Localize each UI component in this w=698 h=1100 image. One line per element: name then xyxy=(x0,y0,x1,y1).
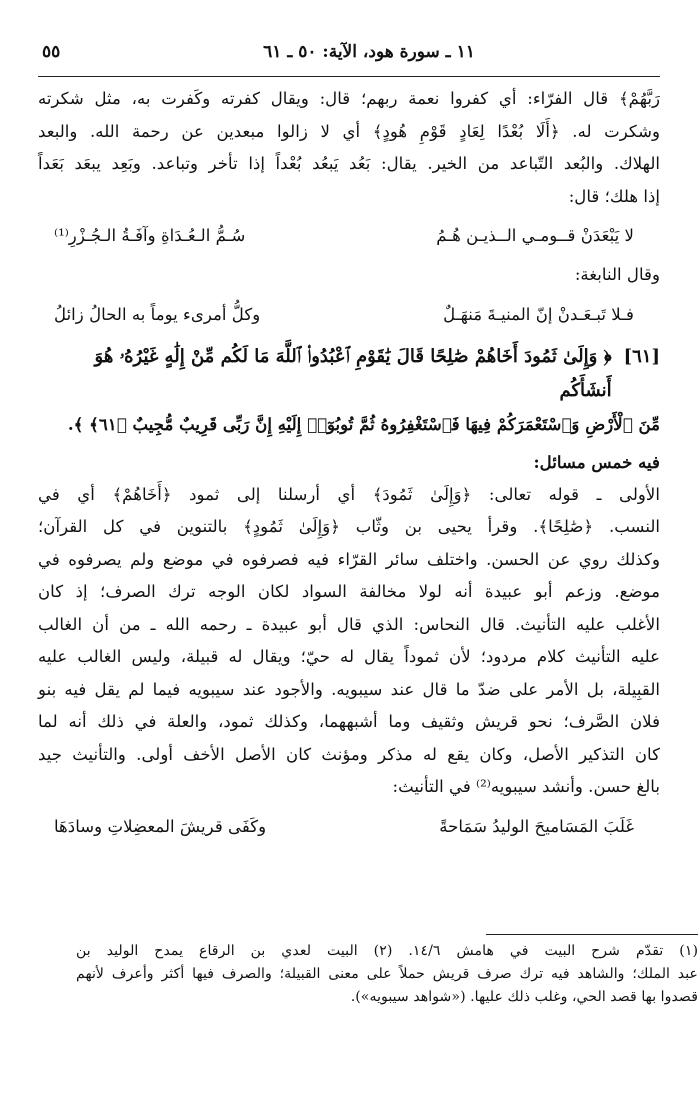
text-line: الأولى ـ قوله تعالى: ﴿وَإِلَىٰ ثَمُودَ﴾ أي أرسلنا إلى ثمود ﴿أَخَاهُمْ﴾ أي في xyxy=(38,484,660,504)
verse-first-hemistich: غَلَبَ المَسَاميحَ الوليدُ سَمَاحةً xyxy=(439,816,634,836)
text-line: إذا هلك؛ قال: xyxy=(568,186,660,206)
section-intro: فيه خمس مسائل: xyxy=(533,452,660,472)
text-line: الهلاك. والبُعد التّباعد من الخير. يقال: بَعُد يَبعُد بُعْداً إذا تأخر وتباعد. وبَعِد يبعَد بَعَداً xyxy=(38,154,660,173)
text-line: وقال النابغة: xyxy=(574,265,660,284)
page-number: ٥٥ xyxy=(42,42,61,62)
text-line: فلان الصَّرف؛ نحو قريش وثقيف وما أشبههما، وكذلك ثمود، والعلة في ذلك أنه لما xyxy=(38,712,660,731)
footnote-line: قصدوا بها قصد الحي، وغلب ذلك عليها. («شواهد سيبويه»). xyxy=(350,989,698,1005)
footnote-line: عبد الملك؛ والشاهد فيه ترك صرف قريش حملاً على معنى القبيلة؛ والصرف فيها أكثر وأعرف لأنهم xyxy=(76,966,698,982)
text-line: بالغ حسن. وأنشد سيبويه⁽²⁾ في التأنيث: xyxy=(392,777,660,796)
quran-verse-block xyxy=(38,340,660,441)
book-page xyxy=(38,42,660,850)
running-header xyxy=(38,42,660,77)
quran-text-line: ﴿ وَإِلَىٰ ثَمُودَ أَخَاهُمْ صَٰلِحًا قَالَ يَٰقَوْمِ ٱعْبُدُوا۟ ٱللَّهَ مَا لَكُم مِّنْ إِلَٰهٍ غَيْرُهُۥ هُوَ أَنشَأَكُم xyxy=(94,345,612,401)
text-line: موضع. وزعم أبو عبيدة أنه لولا مخالفة السواد لكان الوجه ترك الصرف؛ إذ كان xyxy=(38,582,660,601)
poetry-verse-2 xyxy=(38,298,660,332)
footnote-separator xyxy=(486,934,698,935)
verse-number: [٦١] xyxy=(623,345,660,367)
paragraph-1 xyxy=(38,83,660,213)
text-line: رَبَّهُمْ﴾ قال الفرّاء: أي كفروا نعمة ربهم؛ قال: ويقال كفرته وكَفرت به، مثل شكرته xyxy=(38,89,660,108)
verse-second-hemistich: سُـمُّ الـعُـدَاةِ وآفَـةُ الـجُـزْرِ⁽¹⁾ xyxy=(54,226,246,245)
poetry-verse-3 xyxy=(38,810,660,844)
poetry-verse-1 xyxy=(38,219,660,253)
footnote-line: (١) تقدّم شرح البيت في هامش ١٤/٦. (٢) البيت لعدي بن الرقاع يمدح الوليد بن xyxy=(76,943,698,959)
verse-first-hemistich: لا يَبْعَدَنْ قــومـي الــذيـن هُـمُ xyxy=(436,226,634,245)
footnotes xyxy=(76,940,698,1009)
text-line: النسب. ﴿صَٰلِحًا﴾. وقرأ يحيى بن وثّاب ﴿وَإِلَىٰ ثَمُودٍ﴾ بالتنوين في كل القرآن؛ xyxy=(38,517,660,536)
quran-text-line: مِّنَ ٱلْأَرْضِ وَٱسْتَعْمَرَكُمْ فِيهَا فَٱسْتَغْفِرُوهُ ثُمَّ تُوبُوٓا۟ إِلَيْهِ إِنَّ رَبِّى قَرِيبٌ مُّجِيبٌ ﴿٦١﴾ ﴾. xyxy=(67,413,660,434)
text-line: وكذلك روي عن الحسن. واختلف سائر القرّاء فيه فصرفوه في موضع ولم يصرفوه في xyxy=(38,549,660,569)
verse-second-hemistich: وكَفَى قريشَ المعضِلاتِ وسادَهَا xyxy=(54,816,267,836)
text-line: القبِيلة، بل الأمر على ضدّ ما قال عند سيبويه. والأجود عند سيبويه فيما لم يقل فيه بنو xyxy=(38,679,660,699)
header-title: ١١ ـ سورة هود، الآية: ٥٠ ـ ٦١ xyxy=(263,42,475,62)
text-line: عليه التأنيث كلام مردود؛ لأن ثموداً يقال له حيّ؛ ويقال له قبيلة، وليس الغالب عليه xyxy=(38,647,660,666)
text-line: الأغلب عليه التأنيث. قال النحاس: الذي قال أبو عبيدة ـ رحمه الله ـ من أن الغالب xyxy=(38,614,660,634)
text-line: وشكرت له. ﴿أَلَا بُعْدًا لِعَادٍ قَوْمِ هُودٍ﴾ أي لا زالوا مبعدين عن رحمة الله. والبعد xyxy=(38,121,660,141)
verse-first-hemistich: فـلا تَبـعَـدنْ إنّ المنيـةَ مَنهَـلٌ xyxy=(443,304,634,324)
text-line: كان التذكير الأصل، وكان يقع له مذكر ومؤنث كان الأصل الأخف أولى. والتأنيث جيد xyxy=(38,744,660,764)
verse-second-hemistich: وكلُّ أمرىء يوماً به الحالُ زائلُ xyxy=(54,304,261,324)
paragraph-2 xyxy=(38,479,660,804)
